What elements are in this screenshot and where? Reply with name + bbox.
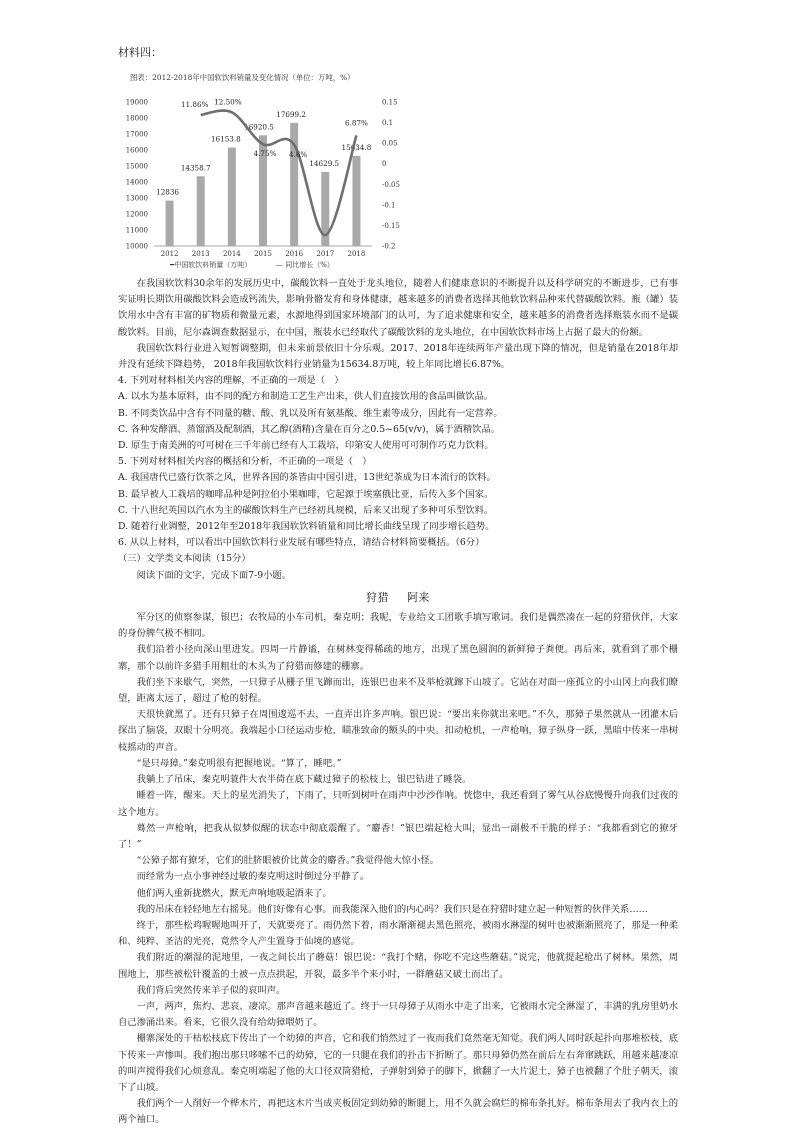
story-paragraph: 我躺上了吊床，秦克明蓑件大衣半倚在底下藏过獐子的松枝上，银巴钻进了睡袋。 [136, 774, 472, 786]
bar [166, 201, 174, 246]
chart-title: 图表：2012-2018年中国软饮料销量及变化情况（单位：万吨，%） [130, 73, 355, 82]
bar [197, 176, 205, 246]
story-title-line [118, 590, 678, 606]
bar-data-label: 14358.7 [180, 163, 211, 173]
legend-line-series: — 同比增长（%） [276, 261, 334, 269]
line-data-label: 4.6% [289, 149, 308, 159]
question-line: C. 十八世纪英国以汽水为主的碳酸饮料生产已经初具规模，后来又出现了多种可乐型饮料。 [118, 504, 494, 516]
y-right-tick-label: 0.05 [382, 139, 398, 148]
story-paragraph: 蓦然一声枪响，把我从似梦似醒的状态中彻底震醒了。“麝香！”银巴端起枪大叫，显出一副极不干脆的样子：“我都看到它的獠牙了！” [118, 822, 678, 850]
bar-data-label: 12836 [156, 187, 180, 197]
question-line: B. 最早被人工栽培的咖啡品种是阿拉伯小果咖啡，它起源于埃塞俄比亚，后传入多个国家。 [118, 488, 494, 500]
y-left-tick-label: 14000 [125, 178, 148, 187]
x-tick-label: 2016 [285, 250, 304, 258]
question-line: A. 以水为基本原料，由不同的配方和制造工艺生产出来，供人们直接饮用的食品叫做饮品。 [118, 391, 494, 403]
story-paragraph: 他们两人重新拢燃火，默无声响地吸起酒来了。 [136, 887, 332, 899]
y-left-tick-label: 16000 [125, 146, 148, 155]
bar [228, 148, 236, 246]
line-data-label: 11.86% [181, 99, 209, 109]
sales-chart [108, 64, 408, 274]
story-paragraph: “公獐子都有獠牙，它们的肚脐眼被价比黄金的麝香。”我觉得他大惊小怪。 [136, 855, 439, 867]
question-line: A. 我国唐代已盛行饮茶之风，世界各国的茶皆由中国引进，13世纪茶成为日本流行的饮料。 [118, 472, 496, 484]
y-left-tick-label: 10000 [125, 242, 148, 251]
y-left-tick-label: 19000 [125, 98, 148, 107]
body-paragraph: 在我国软饮料30余年的发展历史中，碳酸饮料一直处于龙头地位，随着人们健康意识的不断提升以及科学研究的不断进步，已有事实证明长期饮用碳酸饮料会造成钙流失，影响骨骼发育和身体健康，越来越多的消费者选择其他软饮料品种来代替碳酸饮料。瓶（罐）装饮用水中含有丰富的矿物质和微量元素，水源地得到国家环境部门的认可，为了追求健康和安全，越来越多的消费者选择瓶装水而不是碳酸饮料。目前，尼尔森调查数据显示，在中国，瓶装水已经取代了碳酸饮料的龙头地位，在中国软饮料市场上占据了最大的份额。 [118, 278, 678, 338]
story-paragraph: 而经常为一点小事神经过敏的秦克明这时倒过分平静了。 [136, 871, 370, 883]
question-line: D. 随着行业调整，2012年至2018年我国软饮料销量和同比增长曲线呈现了同步增长趋势。 [118, 521, 495, 533]
x-tick-label: 2015 [254, 250, 272, 258]
story-paragraph: 终于，那些松鸡喔喔地叫开了，天就要亮了。雨仍然下着，雨水渐渐褪去黑色照亮，被雨水淋湿的树叶也被渐渐照亮了，那是一种柔和、纯粹、圣洁的光亮，竟然令人产生置身于仙境的感觉。 [118, 919, 678, 948]
story-paragraph: 我的吊床在轻轻地左右摇晃。他们好像有心事。而我能深入他们的内心吗？我们只是在狩猎时建立起一种短暂的伙伴关系…… [136, 903, 648, 915]
growth-line [201, 111, 357, 236]
question-line: D. 原生于南美洲的可可树在三千年前已经有人工栽培，印第安人使用可可制作巧克力饮料。 [118, 440, 494, 452]
bar-data-label: 16920.5 [244, 122, 274, 132]
story-paragraph: 我们附近的潮湿的泥地里，一夜之间长出了蘑菇！银巴说：“我打个赌，你吃不完这些蘑菇。”说完，他就提起枪出了树林。果然，周围地上，那些被松针覆盖的土被一点点拱起，开裂，最多半个来小时，一群蘑菇又破土而出了。 [118, 952, 678, 980]
chart-plot-area [126, 97, 400, 258]
bar-data-label: 14629.5 [309, 158, 340, 168]
story-title: 狩猎 [366, 590, 389, 604]
y-right-tick-label: -0.15 [382, 221, 400, 230]
story-paragraph: 一声，两声，焦灼、悲哀、凄凉。那声音越来越近了。终于一只母獐子从雨水中走了出来，它被雨水完全淋湿了，丰满的乳房里奶水自己渗涌出来。看来，它很久没有给幼獐喂奶了。 [118, 1000, 678, 1029]
y-right-tick-label: -0.05 [382, 180, 400, 189]
legend-bar-series: ━中国软饮料销量（万吨） [170, 261, 252, 269]
y-right-tick-label: 0.1 [382, 119, 394, 128]
bar-data-label: 16153.8 [210, 134, 241, 144]
story-paragraph: 睡着一阵，醒来。天上的星光消失了，下雨了，只听到树叶在雨声中沙沙作响。恍惚中，我还看到了雾气从谷底慢慢升向我们过夜的这个地方。 [118, 790, 678, 818]
y-right-tick-label: 0 [382, 160, 387, 169]
question-line: （三）文学类文本阅读（15分） [118, 553, 251, 565]
y-left-tick-label: 11000 [125, 226, 148, 235]
x-tick-label: 2014 [222, 250, 241, 258]
line-data-label: 4.75% [253, 149, 277, 159]
question-line: 5. 下列对材料相关内容的概括和分析，不正确的一项是（ ） [118, 456, 372, 468]
y-left-tick-label: 17000 [125, 130, 148, 139]
x-tick-label: 2017 [316, 250, 335, 258]
line-data-label: 6.87% [345, 118, 368, 128]
y-right-tick-label: -0.2 [382, 242, 396, 251]
section-heading: 材料四： [118, 46, 162, 59]
x-tick-label: 2013 [191, 250, 210, 258]
bar-data-label: 17699.2 [276, 109, 307, 119]
document-text [118, 276, 678, 1129]
chart-legend [169, 260, 334, 269]
body-paragraph: 我国软饮料行业进入短暂调整期，但未来前景依旧十分乐观。2017、2018年连续两年产量出现下降的情况，但是销量在2018年却并没有延续下降趋势， 2018年我国软饮料行业销量为15634.8万吨，较上年同比增长6.87%。 [118, 342, 678, 371]
x-tick-label: 2018 [347, 250, 366, 258]
story-paragraph: 我们坐下来歇气，突然，一只獐子从栅子里飞蹿而出，连银巴也来不及举枪就蹿下山坡了。它站在对面一座孤立的小山冈上向我们瞭望，距离太远了，超过了枪的射程。 [118, 676, 678, 705]
story-author: 阿来 [407, 590, 430, 604]
story-paragraph: “是只母獐。”秦克明很有把握地说。“算了，睡吧。” [136, 757, 342, 769]
story-paragraph: 天很快就黑了。还有只獐子在周围逡巡不去，一直弄出许多声响。银巴说：“要出来你就出来吧。”不久，那獐子果然就从一团灌木后探出了脑袋，双眼十分明亮。我端起小口径运动步枪，瞄准致命的额头的中央。扣动枪机，一声枪响，獐子纵身一跃，黑暗中传来一串树枝摇动的声音。 [118, 709, 678, 753]
story-paragraph: 栅寨深处的干枯松枝底下传出了一个幼獐的声音，它和我们悄然过了一夜而我们竟然毫无知觉。我们两人同时跃起扑向那堆松枝，底下传来一声惨叫。我们抱出那只哆嗦不已的幼獐，它的一只腿在我们的扑击下折断了。那只母獐仍然在前后左右奔窜跳跃，用越来越凄凉的叫声搅得我们心烦意乱。秦克明端起了他的大口径双筒猎枪，子弹射到獐子的脚下，掀翻了一大片泥土，獐子也被翻了个肚子朝天，滚下了山坡。 [118, 1033, 678, 1093]
y-left-tick-label: 13000 [125, 194, 148, 203]
story-paragraph: 我们两个一人削好一个桦木片，再把这木片当成夹板固定到幼獐的断腿上，用不久就会腐烂的棉布条扎好。棉布条用去了我内衣上的两个袖口。 [118, 1098, 678, 1126]
y-left-tick-label: 18000 [125, 114, 148, 123]
bar [352, 156, 360, 246]
body-paragraph: 阅读下面的文字，完成下面7-9小题。 [136, 569, 292, 581]
question-line: 4. 下列对材料相关内容的理解，不正确的一项是（ ） [118, 375, 344, 387]
question-line: 6. 从以上材料，可以看出中国软饮料行业发展有哪些特点，请结合材料简要概括。（6分） [118, 537, 485, 549]
y-right-tick-label: -0.1 [382, 201, 396, 210]
y-left-tick-label: 12000 [125, 210, 148, 219]
y-right-tick-label: 0.15 [382, 98, 398, 107]
line-data-label: 12.50% [214, 97, 242, 107]
question-line: B. 不同类饮品中含有不同量的糖、酸、乳以及所有氨基酸、维生素等成分，因此有一定营养。 [118, 407, 503, 419]
y-left-tick-label: 15000 [125, 162, 148, 171]
question-line: C. 各种发酵酒、蒸馏酒及配制酒，其乙醇(酒精)含量在百分之0.5~65(v/v)，属于酒精饮品。 [118, 423, 501, 435]
story-paragraph: 我们沿着小径向深山里进发。四周一片静谧，在树林变得稀疏的地方，出现了黑色圆润的新鲜獐子粪便。再后来，就看到了那个栅寨，那个以前许多猎手用粗壮的木头为了狩猎而修建的栅寨。 [118, 644, 678, 672]
bar-data-label: 15634.8 [341, 142, 372, 152]
story-paragraph: 我们背后突然传来羊子似的哀叫声。 [136, 984, 286, 996]
story-paragraph: 军分区的侦察参谋，银巴；农牧局的小车司机，秦克明；我呢，专业给文工团歌手填写歌词。我们是偶然凑在一起的狩猎伙伴，大家的身份脾气极不相同。 [118, 612, 678, 640]
x-tick-label: 2012 [160, 250, 179, 258]
